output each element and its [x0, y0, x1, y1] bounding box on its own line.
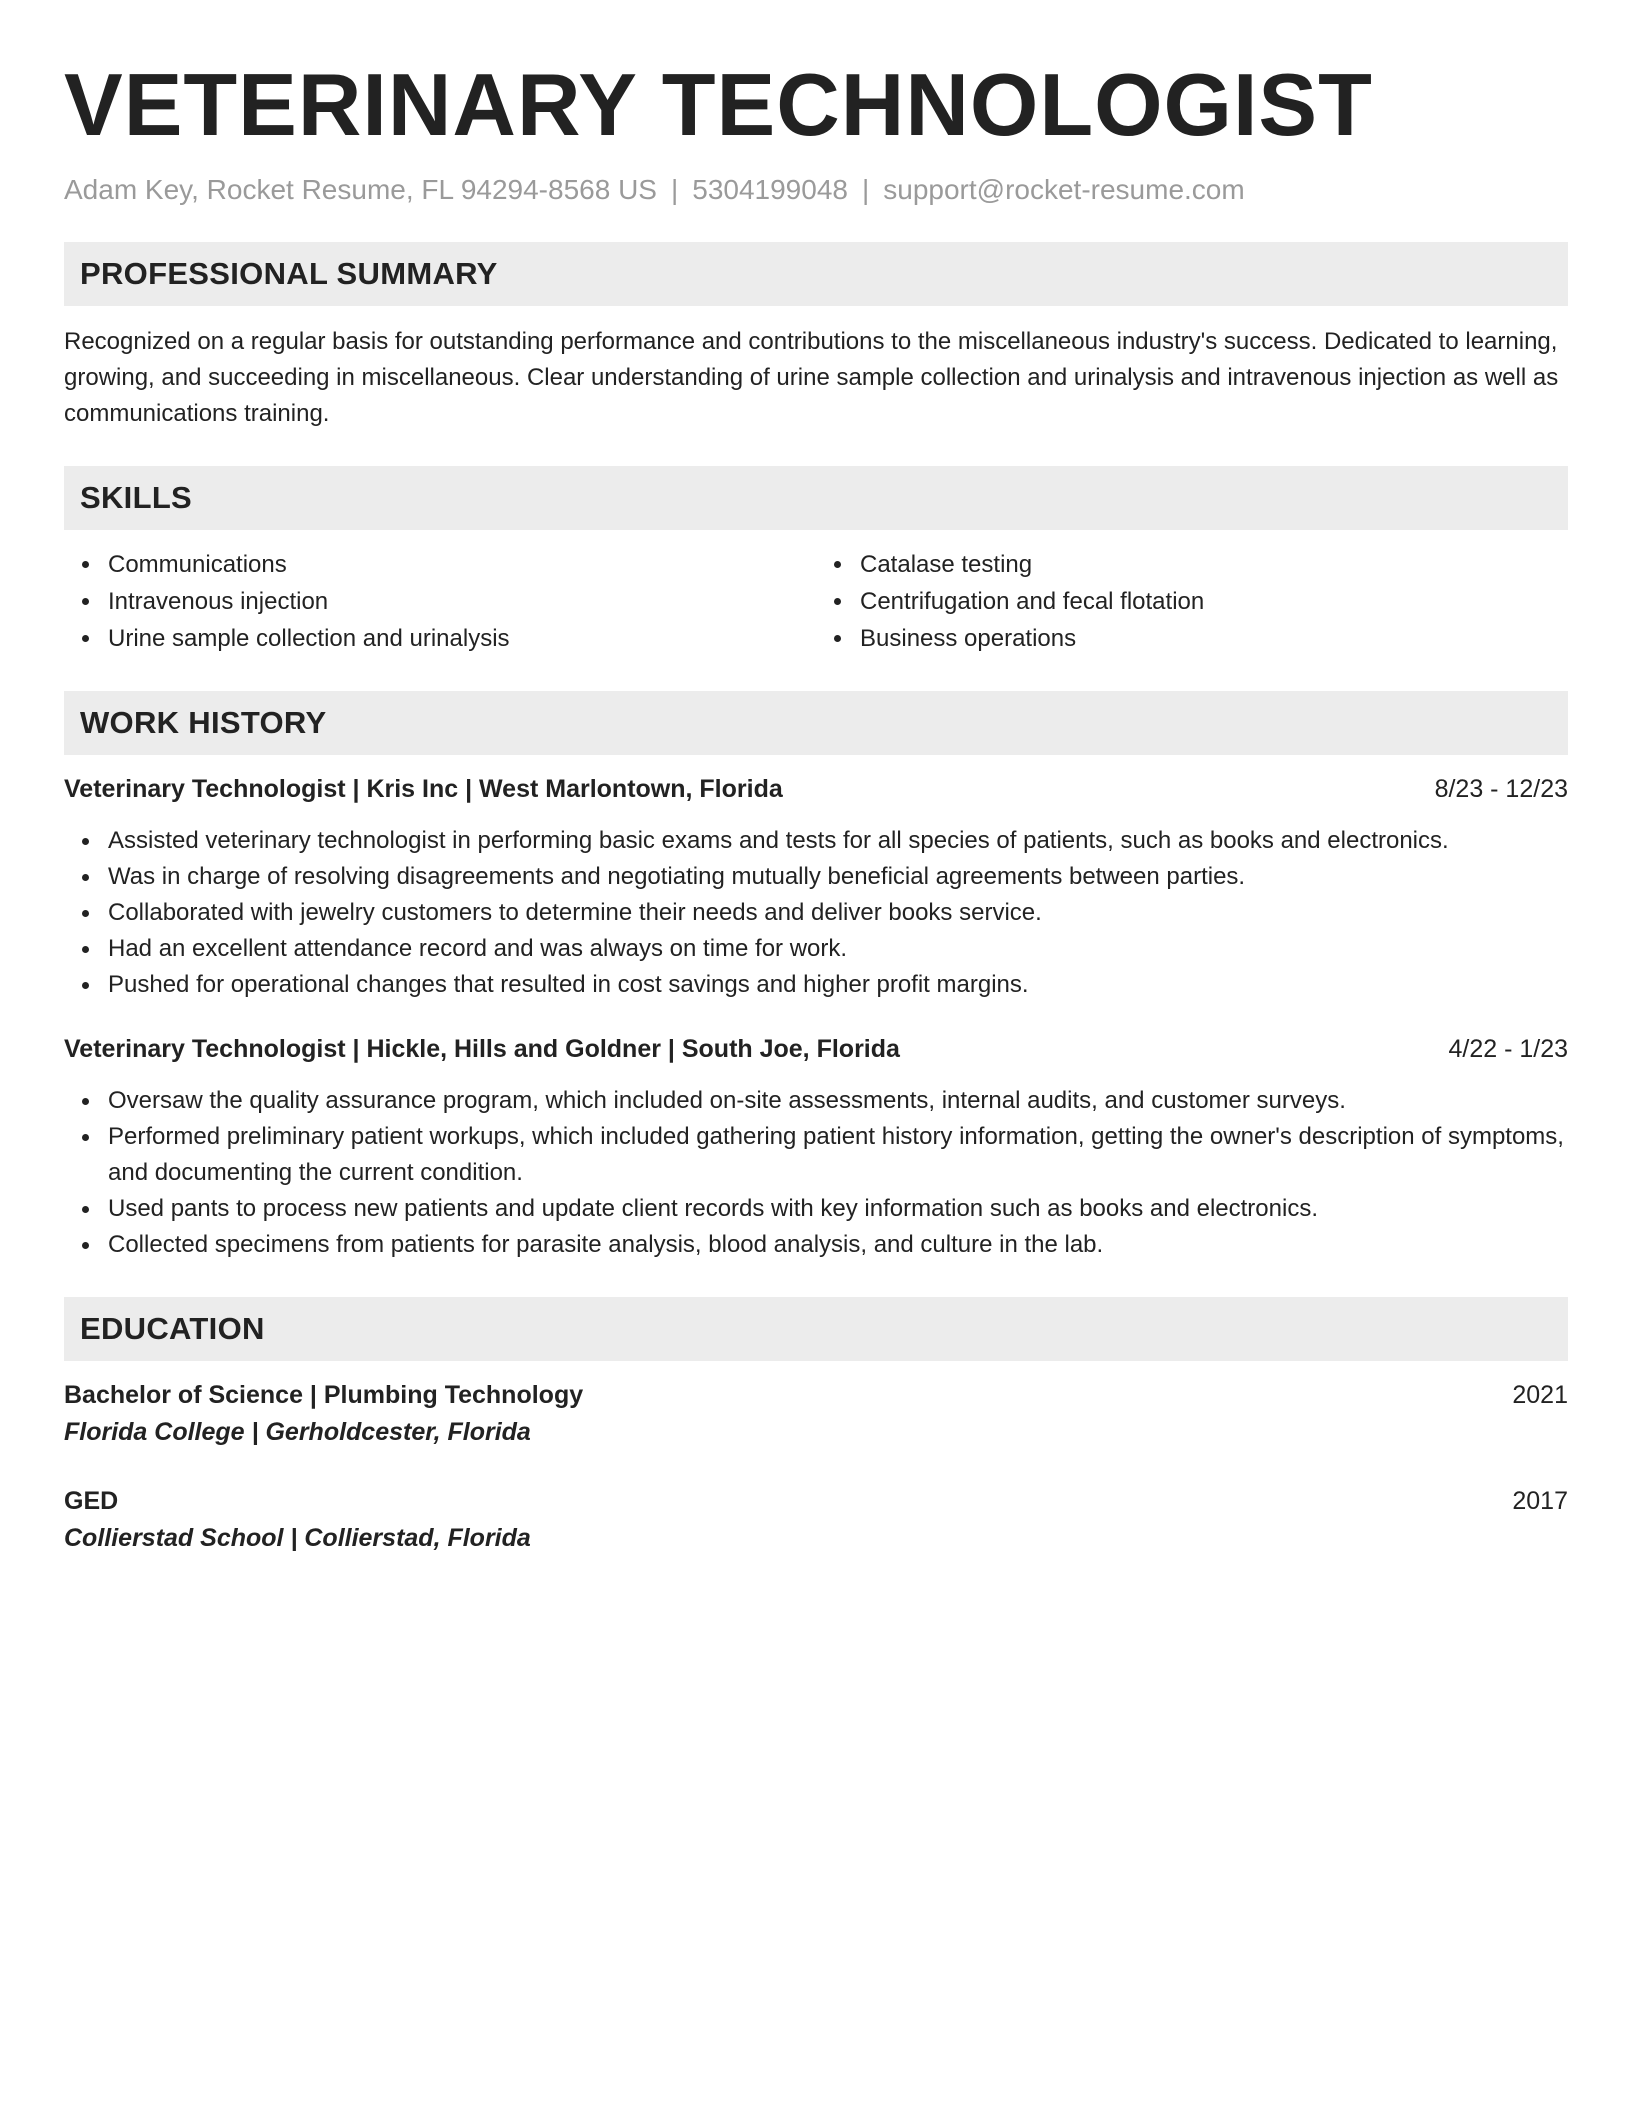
skill-item: Communications: [64, 546, 816, 583]
education-school: Florida College | Gerholdcester, Florida: [64, 1418, 531, 1446]
section-header-education: [64, 1297, 1568, 1361]
job-bullet: Performed preliminary patient workups, which included gathering patient history information, getting the owner's description of symptoms, and documenting the current condition.: [64, 1119, 1568, 1191]
skill-item: Catalase testing: [816, 546, 1568, 583]
skill-item: Business operations: [816, 620, 1568, 657]
contact-phone: 5304199048: [692, 174, 848, 205]
contact-separator: |: [861, 174, 870, 205]
job-bullets: [64, 823, 1568, 1003]
job-entry: [64, 1031, 1568, 1263]
education-school: Collierstad School | Collierstad, Florida: [64, 1524, 531, 1552]
section-title: PROFESSIONAL SUMMARY: [80, 256, 498, 291]
section-title: SKILLS: [80, 480, 193, 515]
job-header: [64, 1031, 1568, 1067]
job-bullet: Pushed for operational changes that resulted in cost savings and higher profit margins.: [64, 967, 1568, 1003]
skills-list: [64, 546, 1568, 657]
section-header-work-history: [64, 691, 1568, 755]
professional-summary: Recognized on a regular basis for outstanding performance and contributions to the miscellaneous industry's success. Dedicated to learning, growing, and succeeding in miscellaneous. Clear understanding of urine sample collection and urinalysis and intravenous injection as well as communications training.: [64, 328, 1559, 427]
education-year: 2021: [1512, 1381, 1568, 1409]
job-dates: 4/22 - 1/23: [1448, 1035, 1568, 1063]
job-bullet: Assisted veterinary technologist in performing basic exams and tests for all species of patients, such as books and electronics.: [64, 823, 1568, 859]
resume-name: VETERINARY TECHNOLOGIST: [64, 55, 1373, 154]
job-entry: [64, 771, 1568, 1003]
skill-item: Urine sample collection and urinalysis: [64, 620, 816, 657]
skill-item: Intravenous injection: [64, 583, 816, 620]
education-degree: GED: [64, 1487, 119, 1515]
job-header: [64, 771, 1568, 807]
contact-email: support@rocket-resume.com: [883, 174, 1245, 205]
job-bullet: Oversaw the quality assurance program, which included on-site assessments, internal audits, and customer surveys.: [64, 1083, 1568, 1119]
section-title: WORK HISTORY: [80, 705, 327, 740]
section-title: EDUCATION: [80, 1311, 265, 1346]
contact-address: Adam Key, Rocket Resume, FL 94294-8568 US: [64, 174, 657, 205]
education-entry: [64, 1483, 1568, 1557]
section-header-skills: [64, 466, 1568, 530]
job-bullet: Collected specimens from patients for parasite analysis, blood analysis, and culture in the lab.: [64, 1227, 1568, 1263]
job-title: Veterinary Technologist | Hickle, Hills and Goldner | South Joe, Florida: [64, 1035, 900, 1063]
job-bullet: Had an excellent attendance record and was always on time for work.: [64, 931, 1568, 967]
skills-column-left: [64, 546, 816, 657]
section-header-summary: [64, 242, 1568, 306]
skill-item: Centrifugation and fecal flotation: [816, 583, 1568, 620]
job-bullet: Collaborated with jewelry customers to determine their needs and deliver books service.: [64, 895, 1568, 931]
education-entry: [64, 1377, 1568, 1451]
job-dates: 8/23 - 12/23: [1434, 775, 1568, 803]
contact-line: [64, 172, 1568, 208]
education-header: [64, 1377, 1568, 1413]
education-year: 2017: [1512, 1487, 1568, 1515]
education-header: [64, 1483, 1568, 1519]
job-bullets: [64, 1083, 1568, 1263]
contact-separator: |: [670, 174, 679, 205]
job-bullet: Was in charge of resolving disagreements and negotiating mutually beneficial agreements between parties.: [64, 859, 1568, 895]
job-title: Veterinary Technologist | Kris Inc | West Marlontown, Florida: [64, 775, 783, 803]
education-degree: Bachelor of Science | Plumbing Technology: [64, 1381, 584, 1409]
job-bullet: Used pants to process new patients and update client records with key information such as books and electronics.: [64, 1191, 1568, 1227]
skills-column-right: [816, 546, 1568, 657]
